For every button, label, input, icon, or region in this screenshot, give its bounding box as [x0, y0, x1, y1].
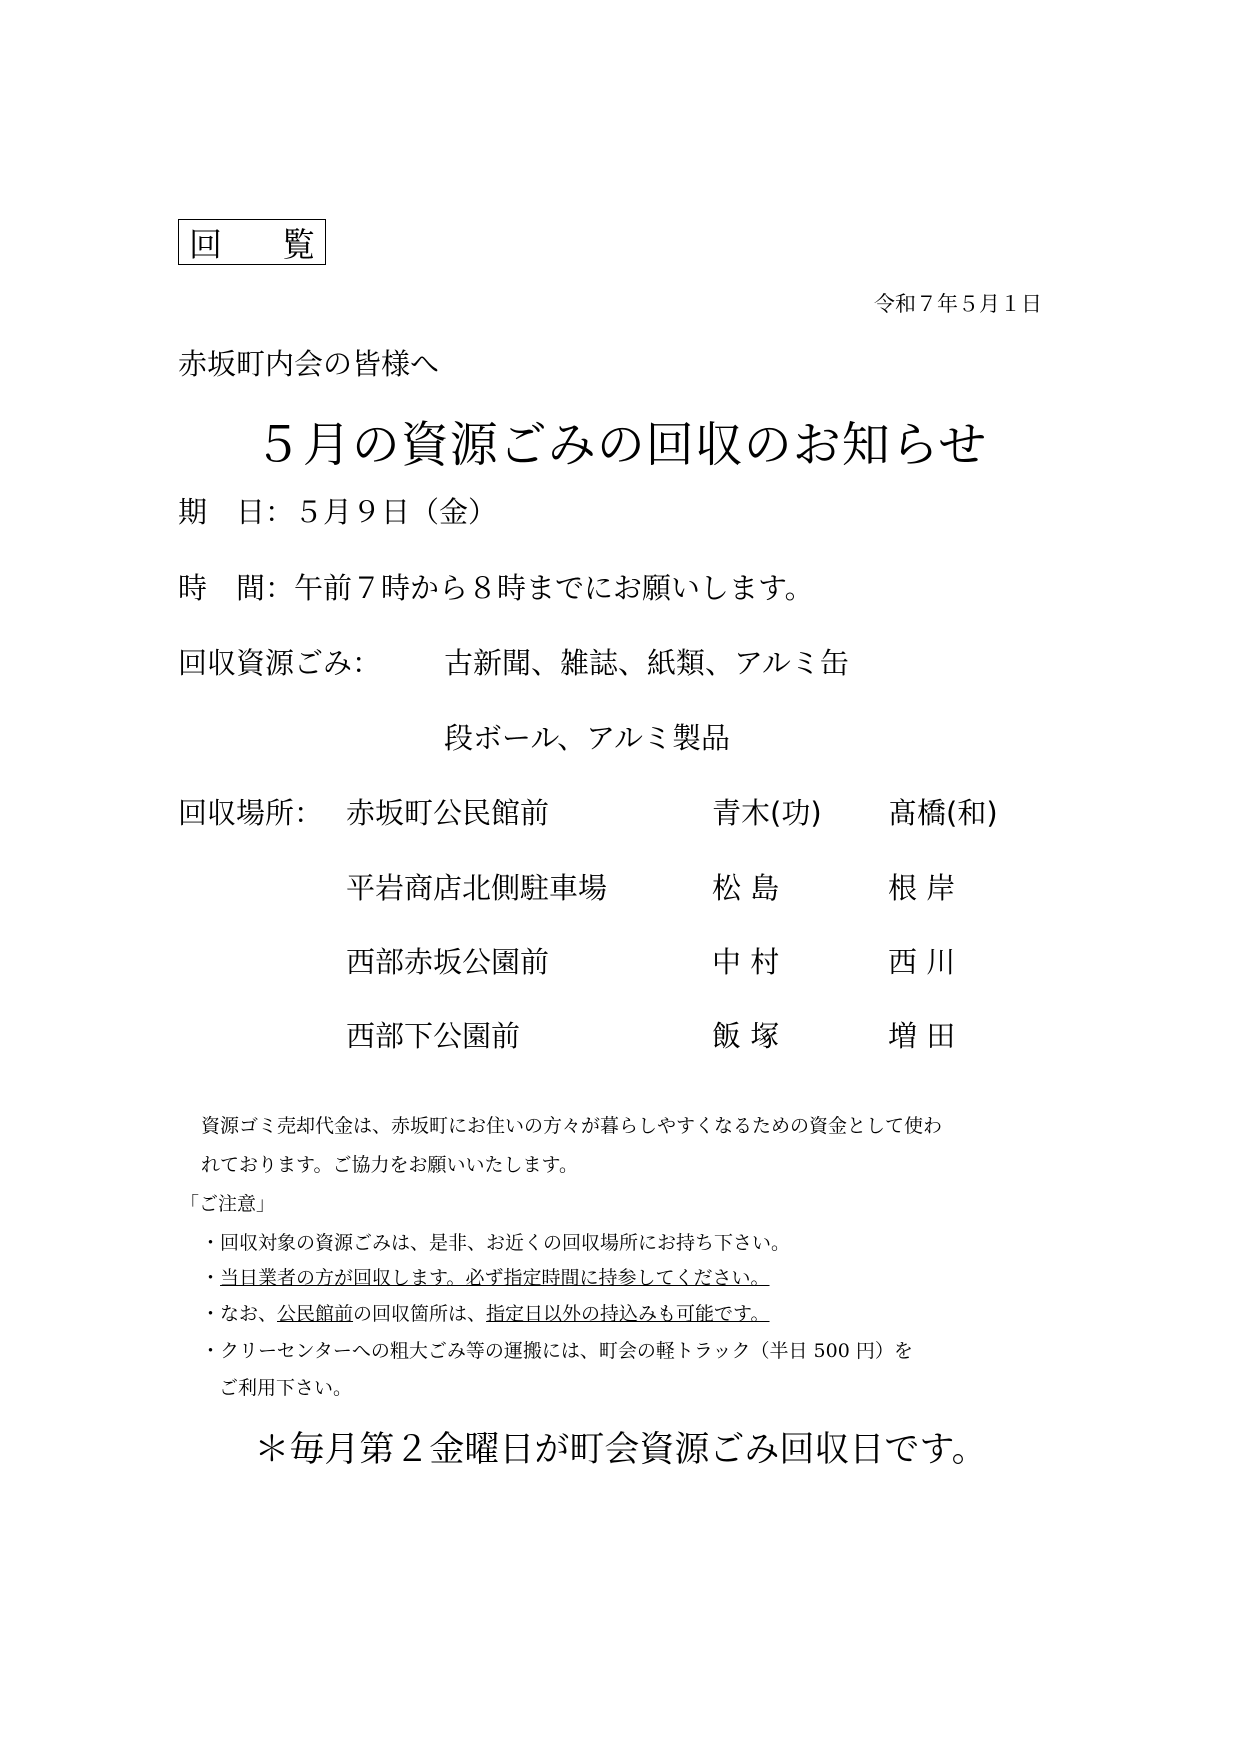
items-line-2: 段ボール、アルミ製品: [444, 721, 730, 755]
caution-title: 「ご注意」: [180, 1193, 276, 1215]
place-person-1: 飯 塚: [712, 1019, 780, 1053]
caution-item-4-line-1: ・クリーセンターへの粗大ごみ等の運搬には、町会の軽トラック（半日 500 円）を: [201, 1340, 913, 1362]
place-person-1: 青木(功): [712, 796, 822, 830]
items-label: 回収資源ごみ：: [178, 646, 382, 680]
items-line-1: 古新聞、雑誌、紙類、アルミ缶: [444, 646, 849, 680]
kairan-left: 回: [189, 224, 222, 264]
addressee: 赤坂町内会の皆様へ: [178, 347, 440, 381]
note-paragraph-line-1: 資源ゴミ売却代金は、赤坂町にお住いの方々が暮らしやすくなるための資金として使わ: [201, 1115, 943, 1137]
place-person-2: 増 田: [888, 1019, 956, 1053]
caution-item-3-location: 公民館前: [277, 1303, 354, 1325]
caution-item-3-prefix: ・なお、: [201, 1303, 278, 1325]
place-person-1: 松 島: [712, 871, 780, 905]
place-person-1: 中 村: [712, 945, 780, 979]
kairan-right: 覧: [282, 224, 315, 264]
caution-item-4-line-2: ご利用下さい。: [219, 1377, 353, 1399]
issue-date: 令和７年５月１日: [874, 292, 1042, 316]
place-location: 赤坂町公民館前: [346, 796, 550, 830]
note-paragraph-line-2: れております。ご協力をお願いいたします。: [201, 1154, 578, 1176]
collection-date: 期 日：５月９日（金）: [178, 495, 498, 529]
place-person-2: 根 岸: [888, 871, 956, 905]
caution-item-1: ・回収対象の資源ごみは、是非、お近くの回収場所にお持ち下さい。: [201, 1232, 791, 1254]
place-person-2: 西 川: [888, 945, 956, 979]
collection-time: 時 間：午前７時から８時までにお願いします。: [178, 571, 814, 605]
place-location: 西部赤坂公園前: [346, 945, 550, 979]
caution-item-3: [201, 1299, 770, 1326]
caution-item-3-mid: の回収箇所は、: [353, 1303, 487, 1325]
place-person-2: 髙橋(和): [888, 796, 998, 830]
footer-reminder: ＊毎月第２金曜日が町会資源ごみ回収日です。: [254, 1430, 987, 1470]
places-label: 回収場所：: [178, 796, 324, 830]
kairan-stamp: [178, 219, 326, 265]
place-location: 平岩商店北側駐車場: [346, 871, 608, 905]
caution-item-2-text: 当日業者の方が回収します。必ず指定時間に持参してください。: [220, 1267, 770, 1289]
caution-item-3-text: 指定日以外の持込みも可能です。: [486, 1303, 770, 1325]
place-location: 西部下公園前: [346, 1019, 521, 1053]
caution-item-2-prefix: ・: [201, 1267, 221, 1289]
page-title: ５月の資源ごみの回収のお知らせ: [253, 417, 988, 473]
caution-item-2: [201, 1263, 770, 1290]
